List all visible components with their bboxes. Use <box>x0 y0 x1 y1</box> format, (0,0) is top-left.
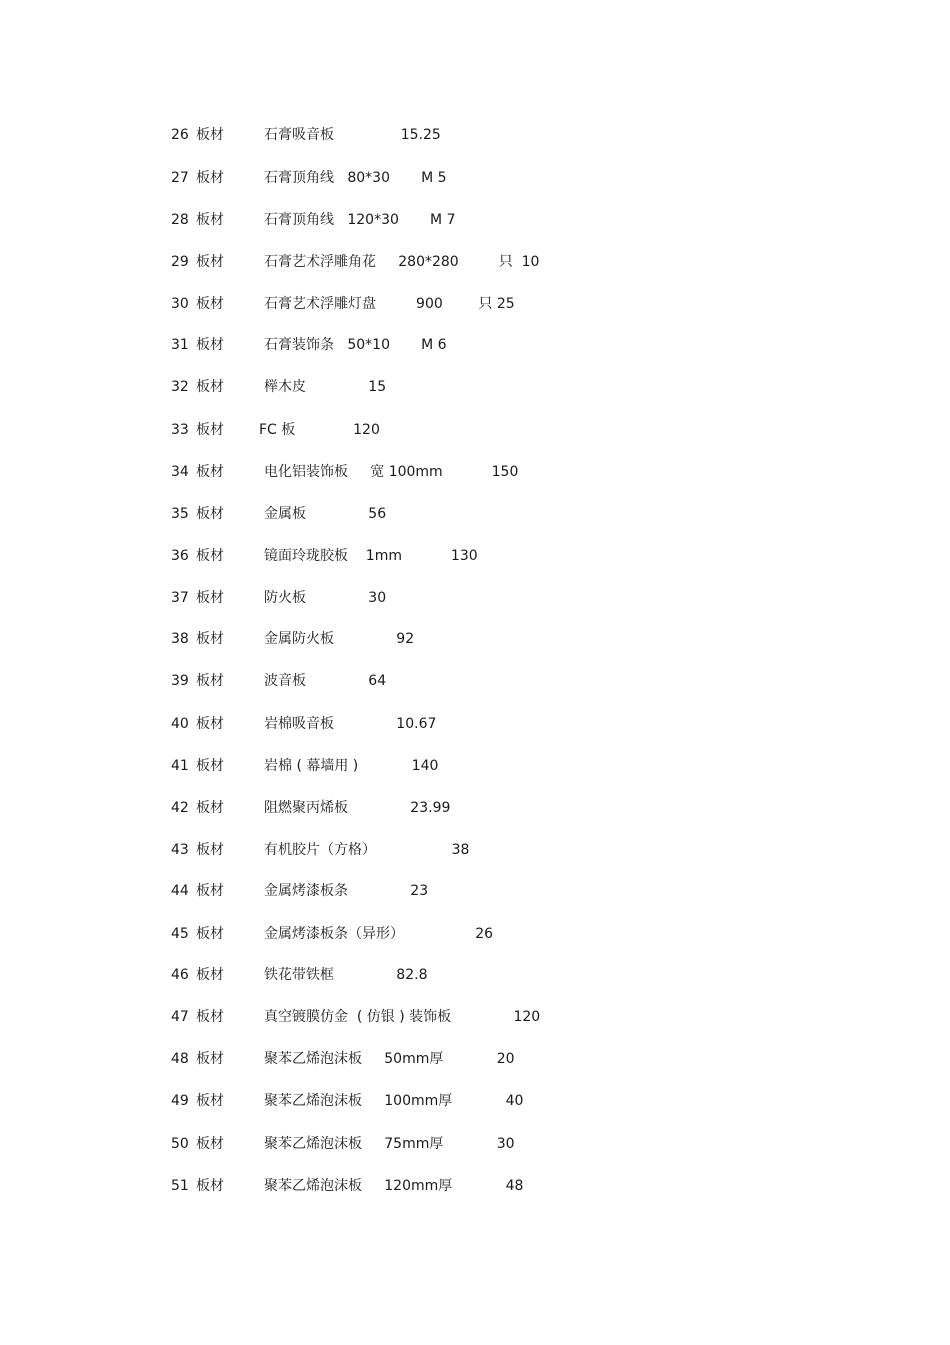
item-description: 金属烤漆板条（异形） 26 <box>264 926 494 942</box>
item-category: 板材 <box>196 1009 224 1025</box>
item-number: 27 <box>171 170 189 186</box>
item-description: 石膏装饰条 50*10 M 6 <box>264 337 447 353</box>
item-number: 46 <box>171 967 189 983</box>
list-item <box>0 965 950 985</box>
list-item <box>0 714 950 734</box>
item-description: 阻燃聚丙烯板 23.99 <box>264 800 451 816</box>
item-category: 板材 <box>196 631 224 647</box>
item-description: 金属防火板 92 <box>264 631 415 647</box>
item-number: 45 <box>171 926 189 942</box>
item-category: 板材 <box>196 422 224 438</box>
list-item <box>0 1134 950 1154</box>
item-description: 石膏艺术浮雕灯盘 900 只 25 <box>264 296 515 312</box>
item-number: 35 <box>171 506 189 522</box>
item-description: 聚苯乙烯泡沫板 50mm厚 20 <box>264 1051 515 1067</box>
item-category: 板材 <box>196 926 224 942</box>
item-category: 板材 <box>196 842 224 858</box>
item-number: 39 <box>171 673 189 689</box>
item-number: 43 <box>171 842 189 858</box>
item-description: 石膏顶角线 80*30 M 5 <box>264 170 447 186</box>
list-item <box>0 462 950 482</box>
item-category: 板材 <box>196 506 224 522</box>
list-item <box>0 629 950 649</box>
item-number: 49 <box>171 1093 189 1109</box>
item-category: 板材 <box>196 548 224 564</box>
item-description: 金属板 56 <box>264 506 387 522</box>
item-category: 板材 <box>196 883 224 899</box>
item-number: 51 <box>171 1178 189 1194</box>
list-item <box>0 840 950 860</box>
item-number: 34 <box>171 464 189 480</box>
item-number: 47 <box>171 1009 189 1025</box>
item-category: 板材 <box>196 1093 224 1109</box>
item-category: 板材 <box>196 673 224 689</box>
item-category: 板材 <box>196 337 224 353</box>
list-item <box>0 1176 950 1196</box>
item-description: 石膏艺术浮雕角花 280*280 只 10 <box>264 254 540 270</box>
item-description: 石膏吸音板 15.25 <box>264 127 441 143</box>
list-item <box>0 924 950 944</box>
item-description: 波音板 64 <box>264 673 387 689</box>
item-description: 岩棉 ( 幕墙用 ) 140 <box>264 758 439 774</box>
item-number: 42 <box>171 800 189 816</box>
list-item <box>0 210 950 230</box>
item-number: 28 <box>171 212 189 228</box>
item-number: 41 <box>171 758 189 774</box>
list-item <box>0 294 950 314</box>
item-description: 榉木皮 15 <box>264 379 387 395</box>
item-number: 44 <box>171 883 189 899</box>
item-category: 板材 <box>196 590 224 606</box>
list-item <box>0 1091 950 1111</box>
item-description: 聚苯乙烯泡沫板 120mm厚 48 <box>264 1178 524 1194</box>
list-item <box>0 1049 950 1069</box>
item-number: 32 <box>171 379 189 395</box>
item-description: FC 板 120 <box>259 422 380 438</box>
item-category: 板材 <box>196 1051 224 1067</box>
item-category: 板材 <box>196 212 224 228</box>
item-number: 29 <box>171 254 189 270</box>
item-description: 岩棉吸音板 10.67 <box>264 716 437 732</box>
list-item <box>0 881 950 901</box>
list-item <box>0 168 950 188</box>
item-number: 26 <box>171 127 189 143</box>
item-category: 板材 <box>196 967 224 983</box>
item-description: 铁花带铁框 82.8 <box>264 967 428 983</box>
list-item <box>0 125 950 145</box>
list-item <box>0 252 950 272</box>
item-number: 37 <box>171 590 189 606</box>
list-item <box>0 1007 950 1027</box>
item-category: 板材 <box>196 379 224 395</box>
item-description: 有机胶片（方格） 38 <box>264 842 470 858</box>
item-category: 板材 <box>196 254 224 270</box>
list-item <box>0 420 950 440</box>
item-category: 板材 <box>196 1178 224 1194</box>
item-number: 40 <box>171 716 189 732</box>
item-number: 33 <box>171 422 189 438</box>
list-item <box>0 377 950 397</box>
item-number: 38 <box>171 631 189 647</box>
list-item <box>0 335 950 355</box>
item-number: 36 <box>171 548 189 564</box>
item-description: 石膏顶角线 120*30 M 7 <box>264 212 456 228</box>
item-category: 板材 <box>196 296 224 312</box>
item-description: 真空镀膜仿金 ( 仿银 ) 装饰板 120 <box>264 1009 541 1025</box>
item-description: 聚苯乙烯泡沫板 75mm厚 30 <box>264 1136 515 1152</box>
item-category: 板材 <box>196 800 224 816</box>
item-description: 防火板 30 <box>264 590 387 606</box>
list-item <box>0 546 950 566</box>
list-item <box>0 588 950 608</box>
item-category: 板材 <box>196 1136 224 1152</box>
list-item <box>0 756 950 776</box>
item-description: 聚苯乙烯泡沫板 100mm厚 40 <box>264 1093 524 1109</box>
list-item <box>0 798 950 818</box>
item-category: 板材 <box>196 464 224 480</box>
item-category: 板材 <box>196 170 224 186</box>
item-description: 金属烤漆板条 23 <box>264 883 429 899</box>
item-number: 50 <box>171 1136 189 1152</box>
item-category: 板材 <box>196 758 224 774</box>
item-category: 板材 <box>196 127 224 143</box>
item-number: 30 <box>171 296 189 312</box>
item-number: 31 <box>171 337 189 353</box>
item-number: 48 <box>171 1051 189 1067</box>
list-item <box>0 504 950 524</box>
item-description: 电化铝装饰板 宽 100mm 150 <box>264 464 519 480</box>
item-description: 镜面玲珑胶板 1mm 130 <box>264 548 478 564</box>
list-item <box>0 671 950 691</box>
item-category: 板材 <box>196 716 224 732</box>
